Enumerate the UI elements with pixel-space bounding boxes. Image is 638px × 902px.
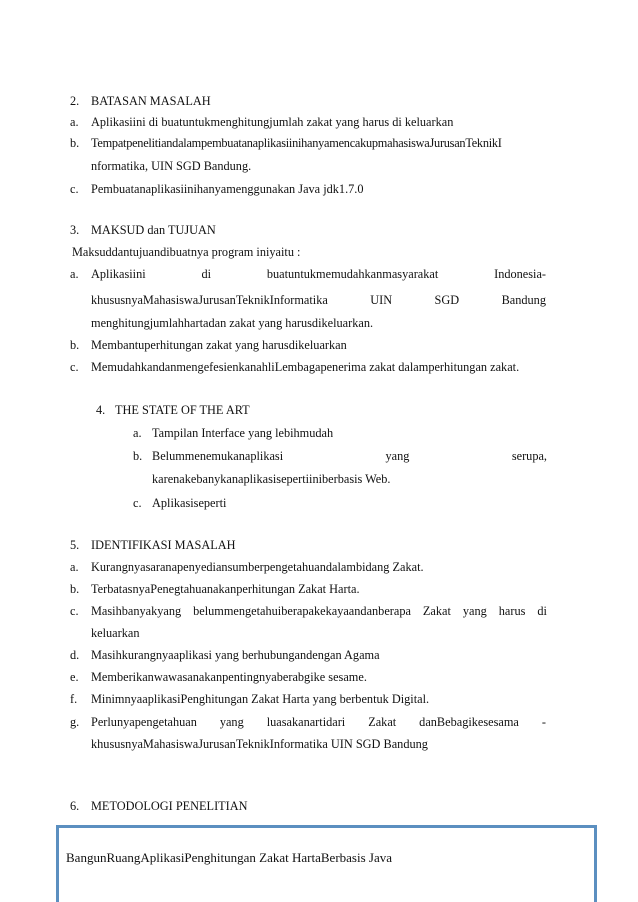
s5-item-c-label: c. bbox=[70, 604, 79, 618]
word: buatuntukmemudahkanmasyarakat bbox=[266, 267, 439, 281]
word: - bbox=[541, 715, 546, 729]
section-5-number: 5. bbox=[70, 538, 80, 552]
word: danBebagikesesama bbox=[419, 715, 519, 729]
word: serupa, bbox=[511, 449, 547, 463]
word: khususnyaMahasiswaJurusanTeknikInformatika bbox=[91, 293, 328, 307]
s3-item-b-label: b. bbox=[70, 338, 80, 352]
s5-item-c-line1 bbox=[91, 605, 547, 617]
section-6-heading: METODOLOGI PENELITIAN bbox=[91, 799, 248, 813]
section-6-number: 6. bbox=[70, 799, 80, 813]
s5-item-a-text: Kurangnyasaranapenyediansumberpengetahuandalambidang Zakat. bbox=[91, 560, 424, 574]
word: yang bbox=[462, 604, 487, 618]
s4-item-b-label: b. bbox=[133, 449, 143, 463]
s3-item-a-line2 bbox=[91, 294, 546, 306]
s3-item-c-text: MemudahkandanmengefesienkanahliLembagapenerima zakat dalamperhitungan zakat. bbox=[91, 360, 520, 374]
s5-item-d-label: d. bbox=[70, 648, 80, 662]
footer-top-rule bbox=[56, 825, 597, 828]
s2-item-b-text: TempatpenelitiandalampembuatanaplikasiinihanyamencakupmahasiswaJurusanTeknikI bbox=[91, 136, 502, 150]
s4-item-c-text: Aplikasiseperti bbox=[152, 496, 227, 510]
s3-intro: Maksuddantujuandibuatnya program iniyaitu : bbox=[72, 245, 301, 259]
section-4-heading: THE STATE OF THE ART bbox=[115, 403, 250, 417]
s5-item-f-label: f. bbox=[70, 692, 78, 706]
word: luasakanartidari bbox=[266, 715, 346, 729]
word: SGD bbox=[434, 293, 460, 307]
footer-title: BangunRuangAplikasiPenghitungan Zakat HartaBerbasis Java bbox=[66, 850, 393, 865]
s2-item-a-label: a. bbox=[70, 115, 79, 129]
section-2-number: 2. bbox=[70, 94, 80, 108]
s4-item-b-continuation: karenakebanykanaplikasisepertiiniberbasis Web. bbox=[152, 472, 391, 486]
s5-item-c-continuation: keluarkan bbox=[91, 626, 140, 640]
s4-item-a-label: a. bbox=[133, 426, 142, 440]
word: harus bbox=[498, 604, 526, 618]
section-2-heading: BATASAN MASALAH bbox=[91, 94, 211, 108]
s2-item-c-text: Pembuatanaplikasiinihanyamenggunakan Java jdk1.7.0 bbox=[91, 182, 364, 196]
s3-item-a-label: a. bbox=[70, 267, 79, 281]
word: yang bbox=[385, 449, 410, 463]
s5-item-e-label: e. bbox=[70, 670, 79, 684]
s5-item-d-text: Masihkurangnyaaplikasi yang berhubungandengan Agama bbox=[91, 648, 380, 662]
s5-item-g-line1 bbox=[91, 716, 546, 728]
s2-item-a-text: Aplikasiini di buatuntukmenghitungjumlah zakat yang harus di keluarkan bbox=[91, 115, 454, 129]
word: belummengetahuiberapakekayaandanberapa bbox=[193, 604, 411, 618]
s5-item-a-label: a. bbox=[70, 560, 79, 574]
s5-item-f-text: MinimnyaaplikasiPenghitungan Zakat Harta yang berbentuk Digital. bbox=[91, 692, 430, 706]
s4-item-c-label: c. bbox=[133, 496, 142, 510]
section-4-number: 4. bbox=[96, 403, 106, 417]
s3-item-a-continuation: menghitungjumlahhartadan zakat yang harusdikeluarkan. bbox=[91, 316, 374, 330]
section-3-heading: MAKSUD dan TUJUAN bbox=[91, 223, 216, 237]
word: Bandung bbox=[501, 293, 546, 307]
word: yang bbox=[219, 715, 244, 729]
footer-right-rule bbox=[594, 825, 597, 902]
s5-item-g-label: g. bbox=[70, 715, 80, 729]
word: di bbox=[537, 604, 547, 618]
s3-item-a-line1 bbox=[91, 268, 546, 280]
word: di bbox=[201, 267, 212, 281]
s4-item-a-text: Tampilan Interface yang lebihmudah bbox=[152, 426, 334, 440]
s4-item-b-line1 bbox=[152, 450, 547, 462]
s2-item-b-continuation: nformatika, UIN SGD Bandung. bbox=[91, 159, 252, 173]
s5-item-b-text: TerbatasnyaPenegtahuanakanperhitungan Zakat Harta. bbox=[91, 582, 360, 596]
s5-item-g-continuation: khususnyaMahasiswaJurusanTeknikInformatika UIN SGD Bandung bbox=[91, 737, 428, 751]
word: Zakat bbox=[422, 604, 451, 618]
s3-item-b-text: Membantuperhitungan zakat yang harusdikeluarkan bbox=[91, 338, 347, 352]
s2-item-c-label: c. bbox=[70, 182, 79, 196]
s2-item-b-label: b. bbox=[70, 136, 80, 150]
section-5-heading: IDENTIFIKASI MASALAH bbox=[91, 538, 236, 552]
footer-left-rule bbox=[56, 825, 59, 902]
word: Zakat bbox=[368, 715, 397, 729]
word: Perlunyapengetahuan bbox=[91, 715, 197, 729]
s5-item-b-label: b. bbox=[70, 582, 80, 596]
word: Indonesia- bbox=[494, 267, 546, 281]
s5-item-e-text: Memberikanwawasanakanpentingnyaberabgike sesame. bbox=[91, 670, 367, 684]
word: Masihbanyakyang bbox=[91, 604, 182, 618]
s3-item-c-label: c. bbox=[70, 360, 79, 374]
section-3-number: 3. bbox=[70, 223, 80, 237]
word: Aplikasiini bbox=[91, 267, 146, 281]
word: UIN bbox=[370, 293, 393, 307]
word: Belummenemukanaplikasi bbox=[152, 449, 284, 463]
